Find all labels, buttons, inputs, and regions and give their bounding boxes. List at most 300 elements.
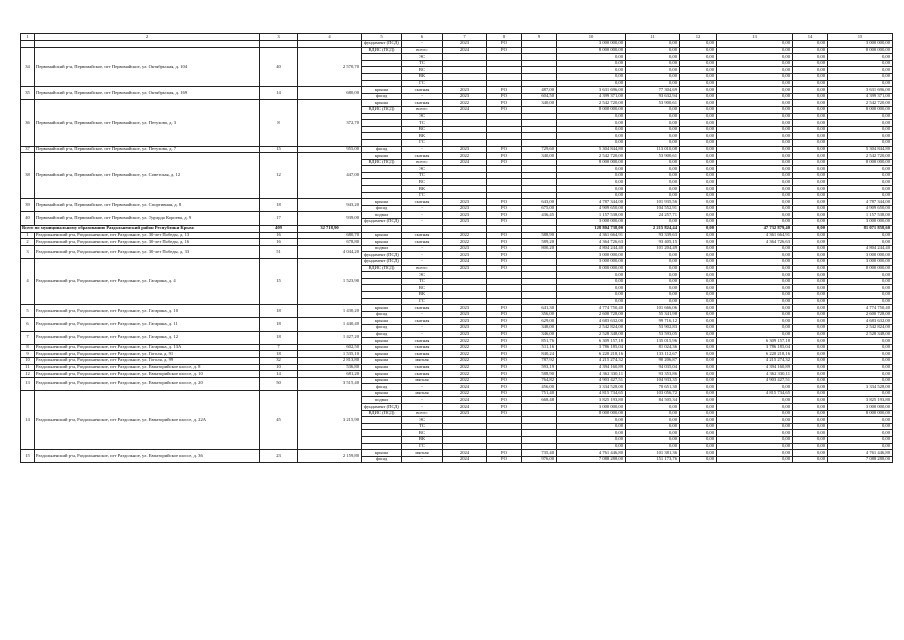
table-cell <box>443 186 487 193</box>
apartments-cell: 7 <box>260 344 298 351</box>
table-cell: 151 173,76 <box>626 456 680 463</box>
table-cell: РО <box>487 351 522 358</box>
table-cell: 0,00 <box>793 311 828 318</box>
table-cell: 2 542 720,00 <box>828 100 893 107</box>
row-number-cell: 38 <box>21 153 35 199</box>
subtotal-value: 0,00 <box>793 225 828 232</box>
table-cell: фундамент (ПСД) <box>362 259 402 266</box>
table-cell: РО <box>487 265 522 272</box>
table-cell: 4 761 446,80 <box>828 450 893 457</box>
row-number-cell: 4 <box>21 259 35 305</box>
table-cell <box>443 430 487 437</box>
address-cell: Первомайский р-н, Первомайское, пгт Первомайское, ул. Эдуарда Короева, д. 9 <box>35 212 260 225</box>
table-cell: 851,76 <box>522 338 557 345</box>
table-cell <box>443 126 487 133</box>
table-cell <box>487 139 522 146</box>
table-cell: 0,00 <box>626 47 680 54</box>
address-cell: Раздольненский р-н, Раздольненское, пгт Раздольное, ул. 30-лет Победы, д. 16 <box>35 239 260 246</box>
table-cell: 0,00 <box>680 113 717 120</box>
table-cell: 0,00 <box>680 100 717 107</box>
table-cell: 0,00 <box>793 199 828 206</box>
address-cell: Раздольненский р-н, Раздольненское, пгт Раздольное, ул. Гагарина, д. 11 <box>35 318 260 331</box>
table-cell <box>487 430 522 437</box>
table-section-before <box>21 34 893 226</box>
table-cell: 0,00 <box>557 126 626 133</box>
table-cell: ГС <box>402 192 443 199</box>
table-cell: 0,00 <box>680 272 717 279</box>
table-cell: 4 804 244,40 <box>828 245 893 252</box>
table-cell: 7 088 288,00 <box>557 456 626 463</box>
row-number-cell: 13 <box>21 377 35 390</box>
table-cell: 0,00 <box>626 166 680 173</box>
table-cell <box>522 179 557 186</box>
table-cell: 0,00 <box>557 417 626 424</box>
table-cell: РО <box>487 344 522 351</box>
apartments-cell: 16 <box>260 232 298 239</box>
table-cell <box>443 172 487 179</box>
table-cell <box>522 410 557 417</box>
table-cell: 3 000 000,00 <box>557 259 626 266</box>
area-cell: 2 813,80 <box>298 357 362 364</box>
table-cell: 2023 <box>443 146 487 153</box>
table-cell: 735,40 <box>522 450 557 457</box>
table-cell: 101 204,49 <box>626 245 680 252</box>
table-cell: 0,00 <box>680 265 717 272</box>
table-cell: - <box>402 311 443 318</box>
table-cell: 2023 <box>443 252 487 259</box>
row-number-cell: 36 <box>21 100 35 146</box>
table-cell: фасад <box>362 205 402 212</box>
table-cell: 0,00 <box>793 106 828 113</box>
table-cell: 0,00 <box>793 390 828 397</box>
table-cell: 0,00 <box>626 265 680 272</box>
table-cell: 3 786 185,04 <box>557 344 626 351</box>
subtotal-value <box>443 225 487 232</box>
table-cell <box>522 291 557 298</box>
table-cell: 0,00 <box>717 245 793 252</box>
subtotal-value <box>402 225 443 232</box>
table-cell: 0,00 <box>793 73 828 80</box>
area-cell: 681,20 <box>298 371 362 378</box>
table-cell <box>487 113 522 120</box>
table-cell <box>362 54 402 61</box>
table-cell: - <box>402 324 443 331</box>
table-cell: фундамент (ПСД) <box>362 219 402 226</box>
table-cell: 0,00 <box>793 166 828 173</box>
table-cell: 0,00 <box>828 351 893 358</box>
table-cell <box>362 278 402 285</box>
table-cell: 0,00 <box>793 357 828 364</box>
table-row <box>21 100 893 107</box>
table-cell: 0,00 <box>793 179 828 186</box>
subtotal-label: Всего по муниципальному образованию Раздольненский район Республики Крым: <box>21 225 260 232</box>
table-cell: 0,00 <box>626 41 680 48</box>
table-cell: 0,00 <box>680 93 717 100</box>
table-cell: 0,00 <box>717 100 793 107</box>
table-cell: 0,00 <box>793 456 828 463</box>
table-cell: 2023 <box>443 199 487 206</box>
table-cell: 0,00 <box>828 120 893 127</box>
table-cell: 0,00 <box>793 397 828 404</box>
table-cell: 3 334 528,00 <box>557 384 626 391</box>
table-cell: 0,00 <box>828 232 893 239</box>
subtotal-value: 32 718,90 <box>298 225 362 232</box>
table-cell: 0,00 <box>793 318 828 325</box>
table-cell: 0,00 <box>680 397 717 404</box>
table-cell: 0,00 <box>680 410 717 417</box>
table-cell: крыша <box>362 239 402 246</box>
table-cell: 0,00 <box>680 377 717 384</box>
area-cell: 2 570,70 <box>298 47 362 87</box>
table-row <box>21 364 893 371</box>
table-cell: 0,00 <box>717 219 793 226</box>
address-cell: Раздольненский р-н, Раздольненское, пгт Раздольное, ул. 30-лет Победы, д. 33 <box>35 245 260 258</box>
table-cell: 0,00 <box>717 126 793 133</box>
table-cell: РО <box>487 47 522 54</box>
table-cell: 0,00 <box>626 139 680 146</box>
table-cell: ВК <box>402 291 443 298</box>
table-cell <box>522 139 557 146</box>
table-cell <box>522 172 557 179</box>
table-cell: 0,00 <box>717 318 793 325</box>
table-cell: ВК <box>402 186 443 193</box>
table-cell <box>443 285 487 292</box>
table-cell: 0,00 <box>680 371 717 378</box>
address-cell: Раздольненский р-н, Раздольненское, пгт Раздольное, ул. Гагарина, д. 12 <box>35 331 260 344</box>
table-cell: 3 825 193,80 <box>557 397 626 404</box>
table-cell <box>522 47 557 54</box>
table-cell: 0,00 <box>680 186 717 193</box>
table-cell: 0,00 <box>717 205 793 212</box>
table-cell: 0,00 <box>793 205 828 212</box>
table-cell: 0,00 <box>680 344 717 351</box>
table-cell <box>487 172 522 179</box>
row-number-cell: 40 <box>21 212 35 225</box>
apartments-cell: 15 <box>260 146 298 153</box>
table-cell: РО <box>487 239 522 246</box>
table-cell: 3 000 000,00 <box>828 252 893 259</box>
table-cell: 0,00 <box>717 60 793 67</box>
row-number-cell: 6 <box>21 318 35 331</box>
table-cell: мягкая <box>402 377 443 384</box>
table-cell: - <box>402 146 443 153</box>
table-cell: 0,00 <box>828 272 893 279</box>
table-cell: 4 361 664,91 <box>557 232 626 239</box>
table-cell: ЭС <box>402 113 443 120</box>
table-cell: 0,00 <box>680 126 717 133</box>
table-cell <box>522 404 557 411</box>
table-cell: 588,90 <box>522 371 557 378</box>
table-cell <box>362 192 402 199</box>
table-cell: ТС <box>402 423 443 430</box>
table-cell: РО <box>487 219 522 226</box>
table-cell: ЭС <box>402 166 443 173</box>
table-cell: крыша <box>362 305 402 312</box>
address-cell: Раздольненский р-н, Раздольненское, пгт Раздольное, ул. Гагарина, д. 13А <box>35 344 260 351</box>
table-cell: 0,00 <box>828 73 893 80</box>
table-cell <box>443 139 487 146</box>
table-cell: ГС <box>402 139 443 146</box>
table-cell: 2024 <box>443 404 487 411</box>
table-cell <box>443 437 487 444</box>
table-cell: 0,00 <box>793 41 828 48</box>
table-cell <box>362 437 402 444</box>
row-number-cell: 2 <box>21 239 35 246</box>
table-cell <box>487 179 522 186</box>
table-cell: 0,00 <box>793 298 828 305</box>
table-cell: 0,00 <box>557 278 626 285</box>
table-cell <box>522 252 557 259</box>
table-cell: подвал <box>362 245 402 252</box>
table-cell: 101 666,06 <box>626 305 680 312</box>
table-cell: 2 600 728,00 <box>557 311 626 318</box>
apartments-cell: 50 <box>260 377 298 390</box>
table-cell: ВДИС (ПСД) <box>362 106 402 113</box>
table-cell: 4 362 330,11 <box>717 371 793 378</box>
table-cell: 0,00 <box>793 120 828 127</box>
column-number: 7 <box>443 34 487 41</box>
table-cell: 0,00 <box>680 41 717 48</box>
table-cell: 0,00 <box>793 384 828 391</box>
table-cell: 0,00 <box>793 305 828 312</box>
area-cell: 943,20 <box>298 199 362 212</box>
table-cell: 8 000 000,00 <box>828 159 893 166</box>
table-cell <box>443 278 487 285</box>
table-cell: 668,48 <box>522 397 557 404</box>
table-cell <box>522 159 557 166</box>
table-cell: 0,00 <box>828 54 893 61</box>
table-cell: 0,00 <box>626 423 680 430</box>
address-cell: Первомайский р-н, Первомайское, пгт Первомайское, ул. Петухова, д. 3 <box>35 100 260 146</box>
table-cell: РО <box>487 410 522 417</box>
table-cell: РО <box>487 397 522 404</box>
table-cell: 0,00 <box>717 305 793 312</box>
table-cell <box>487 166 522 173</box>
table-cell: 8 000 000,00 <box>557 106 626 113</box>
table-cell: 0,00 <box>717 417 793 424</box>
table-cell: 0,00 <box>626 285 680 292</box>
table-cell: 2024 <box>443 384 487 391</box>
table-cell: 5 304 844,80 <box>828 146 893 153</box>
table-cell: - <box>402 259 443 266</box>
table-cell: 0,00 <box>793 252 828 259</box>
table-cell <box>522 219 557 226</box>
table-cell: 0,00 <box>557 113 626 120</box>
table-cell: 0,00 <box>680 232 717 239</box>
table-cell: 2024 <box>443 47 487 54</box>
table-cell: 0,00 <box>717 47 793 54</box>
table-cell: 0,00 <box>717 199 793 206</box>
table-cell: 0,00 <box>626 192 680 199</box>
table-cell: РО <box>487 41 522 48</box>
table-cell: 0,00 <box>680 80 717 87</box>
table-cell: 0,00 <box>793 60 828 67</box>
table-cell: 0,00 <box>793 87 828 94</box>
table-cell: всего: <box>402 159 443 166</box>
table-cell <box>522 192 557 199</box>
row-number-cell: 15 <box>21 450 35 463</box>
table-cell: 0,00 <box>793 272 828 279</box>
table-cell <box>362 179 402 186</box>
table-cell: 2 528 348,00 <box>557 331 626 338</box>
table-cell: ЭС <box>402 417 443 424</box>
table-cell: 1 157 538,00 <box>828 212 893 219</box>
table-cell: 0,00 <box>793 67 828 74</box>
table-cell: 2022 <box>443 344 487 351</box>
table-cell: 53 593,05 <box>626 331 680 338</box>
table-cell <box>522 443 557 450</box>
table-row <box>21 351 893 358</box>
table-cell: 8 000 000,00 <box>557 159 626 166</box>
subtotal-value: 81 071 858,60 <box>828 225 893 232</box>
table-cell <box>443 73 487 80</box>
table-cell: 0,00 <box>680 205 717 212</box>
row-number-cell: 39 <box>21 199 35 212</box>
table-row <box>21 232 893 239</box>
table-cell: 0,00 <box>828 172 893 179</box>
table-cell: 0,00 <box>626 120 680 127</box>
table-cell: 0,00 <box>680 212 717 219</box>
table-cell: 4 361 664,91 <box>717 232 793 239</box>
table-cell: 0,00 <box>626 172 680 179</box>
table-cell: 436,45 <box>522 212 557 219</box>
table-cell: 0,00 <box>717 324 793 331</box>
apartments-cell <box>260 41 298 48</box>
table-cell: крыша <box>362 153 402 160</box>
table-cell: 4 903 427,51 <box>717 377 793 384</box>
table-cell: 0,00 <box>626 67 680 74</box>
table-cell: РО <box>487 212 522 219</box>
table-row <box>21 450 893 457</box>
table-cell: 0,00 <box>828 430 893 437</box>
table-cell: 0,00 <box>717 172 793 179</box>
table-cell: 4 364 726,63 <box>557 239 626 246</box>
table-cell: 3 000 000,00 <box>828 41 893 48</box>
table-cell <box>362 113 402 120</box>
table-cell: 0,00 <box>626 430 680 437</box>
row-number-cell: 3 <box>21 245 35 258</box>
address-cell: Раздольненский р-н, Раздольненское, пгт Раздольное, ул. Евпаторийское шоссе, д. 22А <box>35 390 260 449</box>
address-cell: Раздольненский р-н, Раздольненское, пгт Раздольное, ул. Гагарина, д. 10 <box>35 305 260 318</box>
table-cell <box>522 126 557 133</box>
table-cell: 0,00 <box>680 311 717 318</box>
table-cell: 0,00 <box>717 291 793 298</box>
table-cell <box>522 166 557 173</box>
table-cell: 0,00 <box>680 252 717 259</box>
table-cell: ТС <box>402 172 443 179</box>
table-cell: 675,00 <box>522 205 557 212</box>
area-cell: 536,80 <box>298 364 362 371</box>
table-cell: 0,00 <box>680 73 717 80</box>
table-cell: 0,00 <box>680 404 717 411</box>
table-cell: 0,00 <box>680 219 717 226</box>
table-cell: ТС <box>402 278 443 285</box>
table-cell: - <box>402 245 443 252</box>
table-cell: 0,00 <box>793 172 828 179</box>
column-number: 4 <box>298 34 362 41</box>
table-cell <box>487 291 522 298</box>
table-cell: 0,00 <box>557 186 626 193</box>
table-cell: 0,00 <box>680 417 717 424</box>
table-cell: 0,00 <box>793 285 828 292</box>
table-cell <box>362 172 402 179</box>
table-cell: мягкая <box>402 390 443 397</box>
table-cell: крыша <box>362 87 402 94</box>
table-cell: ГС <box>402 298 443 305</box>
table-cell: 0,00 <box>557 291 626 298</box>
table-cell: 7 088 288,00 <box>828 456 893 463</box>
table-cell: 0,00 <box>680 437 717 444</box>
table-cell: 0,00 <box>680 120 717 127</box>
table-cell: 0,00 <box>828 113 893 120</box>
table-cell: 0,00 <box>793 404 828 411</box>
table-cell: 0,00 <box>717 93 793 100</box>
table-cell: 104 933,35 <box>626 377 680 384</box>
table-cell: - <box>402 252 443 259</box>
table-cell: 0,00 <box>717 186 793 193</box>
table-cell: фундамент (ПСД) <box>362 252 402 259</box>
table-cell: 0,00 <box>680 47 717 54</box>
table-cell: 0,00 <box>717 384 793 391</box>
table-cell: 0,00 <box>717 437 793 444</box>
table-cell: ГС <box>402 80 443 87</box>
table-cell: 0,00 <box>680 278 717 285</box>
table-cell: 2024 <box>443 159 487 166</box>
table-cell: 0,00 <box>793 186 828 193</box>
area-cell: 602,50 <box>298 344 362 351</box>
area-cell: 680,70 <box>298 232 362 239</box>
table-cell: 0,00 <box>828 239 893 246</box>
table-row <box>21 344 893 351</box>
table-cell: фасад <box>362 384 402 391</box>
table-cell: 0,00 <box>793 371 828 378</box>
table-cell: РО <box>487 331 522 338</box>
table-cell: крыша <box>362 357 402 364</box>
apartments-cell: 16 <box>260 239 298 246</box>
table-cell: - <box>402 219 443 226</box>
table-cell: 0,00 <box>717 87 793 94</box>
table-cell <box>362 298 402 305</box>
table-cell <box>522 285 557 292</box>
table-cell: скатная <box>402 364 443 371</box>
table-cell: 0,00 <box>828 377 893 384</box>
table-cell: 8 000 000,00 <box>828 265 893 272</box>
table-cell: 0,00 <box>680 87 717 94</box>
table-cell: крыша <box>362 318 402 325</box>
table-cell: 0,00 <box>680 60 717 67</box>
table-cell <box>443 291 487 298</box>
address-cell: Раздольненский р-н, Раздольненское, пгт Раздольное, ул. Евпаторийское шоссе, д. 36 <box>35 450 260 463</box>
column-number: 1 <box>21 34 35 41</box>
table-cell: 2023 <box>443 410 487 417</box>
apartments-cell: 18 <box>260 331 298 344</box>
column-number: 11 <box>626 34 680 41</box>
table-cell: крыша <box>362 199 402 206</box>
area-cell: 2 159,80 <box>298 450 362 463</box>
table-cell <box>487 54 522 61</box>
table-cell: 0,00 <box>680 450 717 457</box>
column-number: 10 <box>557 34 626 41</box>
table-cell <box>487 423 522 430</box>
table-cell: 0,00 <box>717 139 793 146</box>
table-cell: 0,00 <box>626 80 680 87</box>
table-cell: 0,00 <box>717 73 793 80</box>
table-cell: 0,00 <box>793 100 828 107</box>
table-cell: 0,00 <box>793 364 828 371</box>
table-cell: 0,00 <box>793 159 828 166</box>
table-cell: 0,00 <box>793 377 828 384</box>
table-cell: 8 000 000,00 <box>557 410 626 417</box>
